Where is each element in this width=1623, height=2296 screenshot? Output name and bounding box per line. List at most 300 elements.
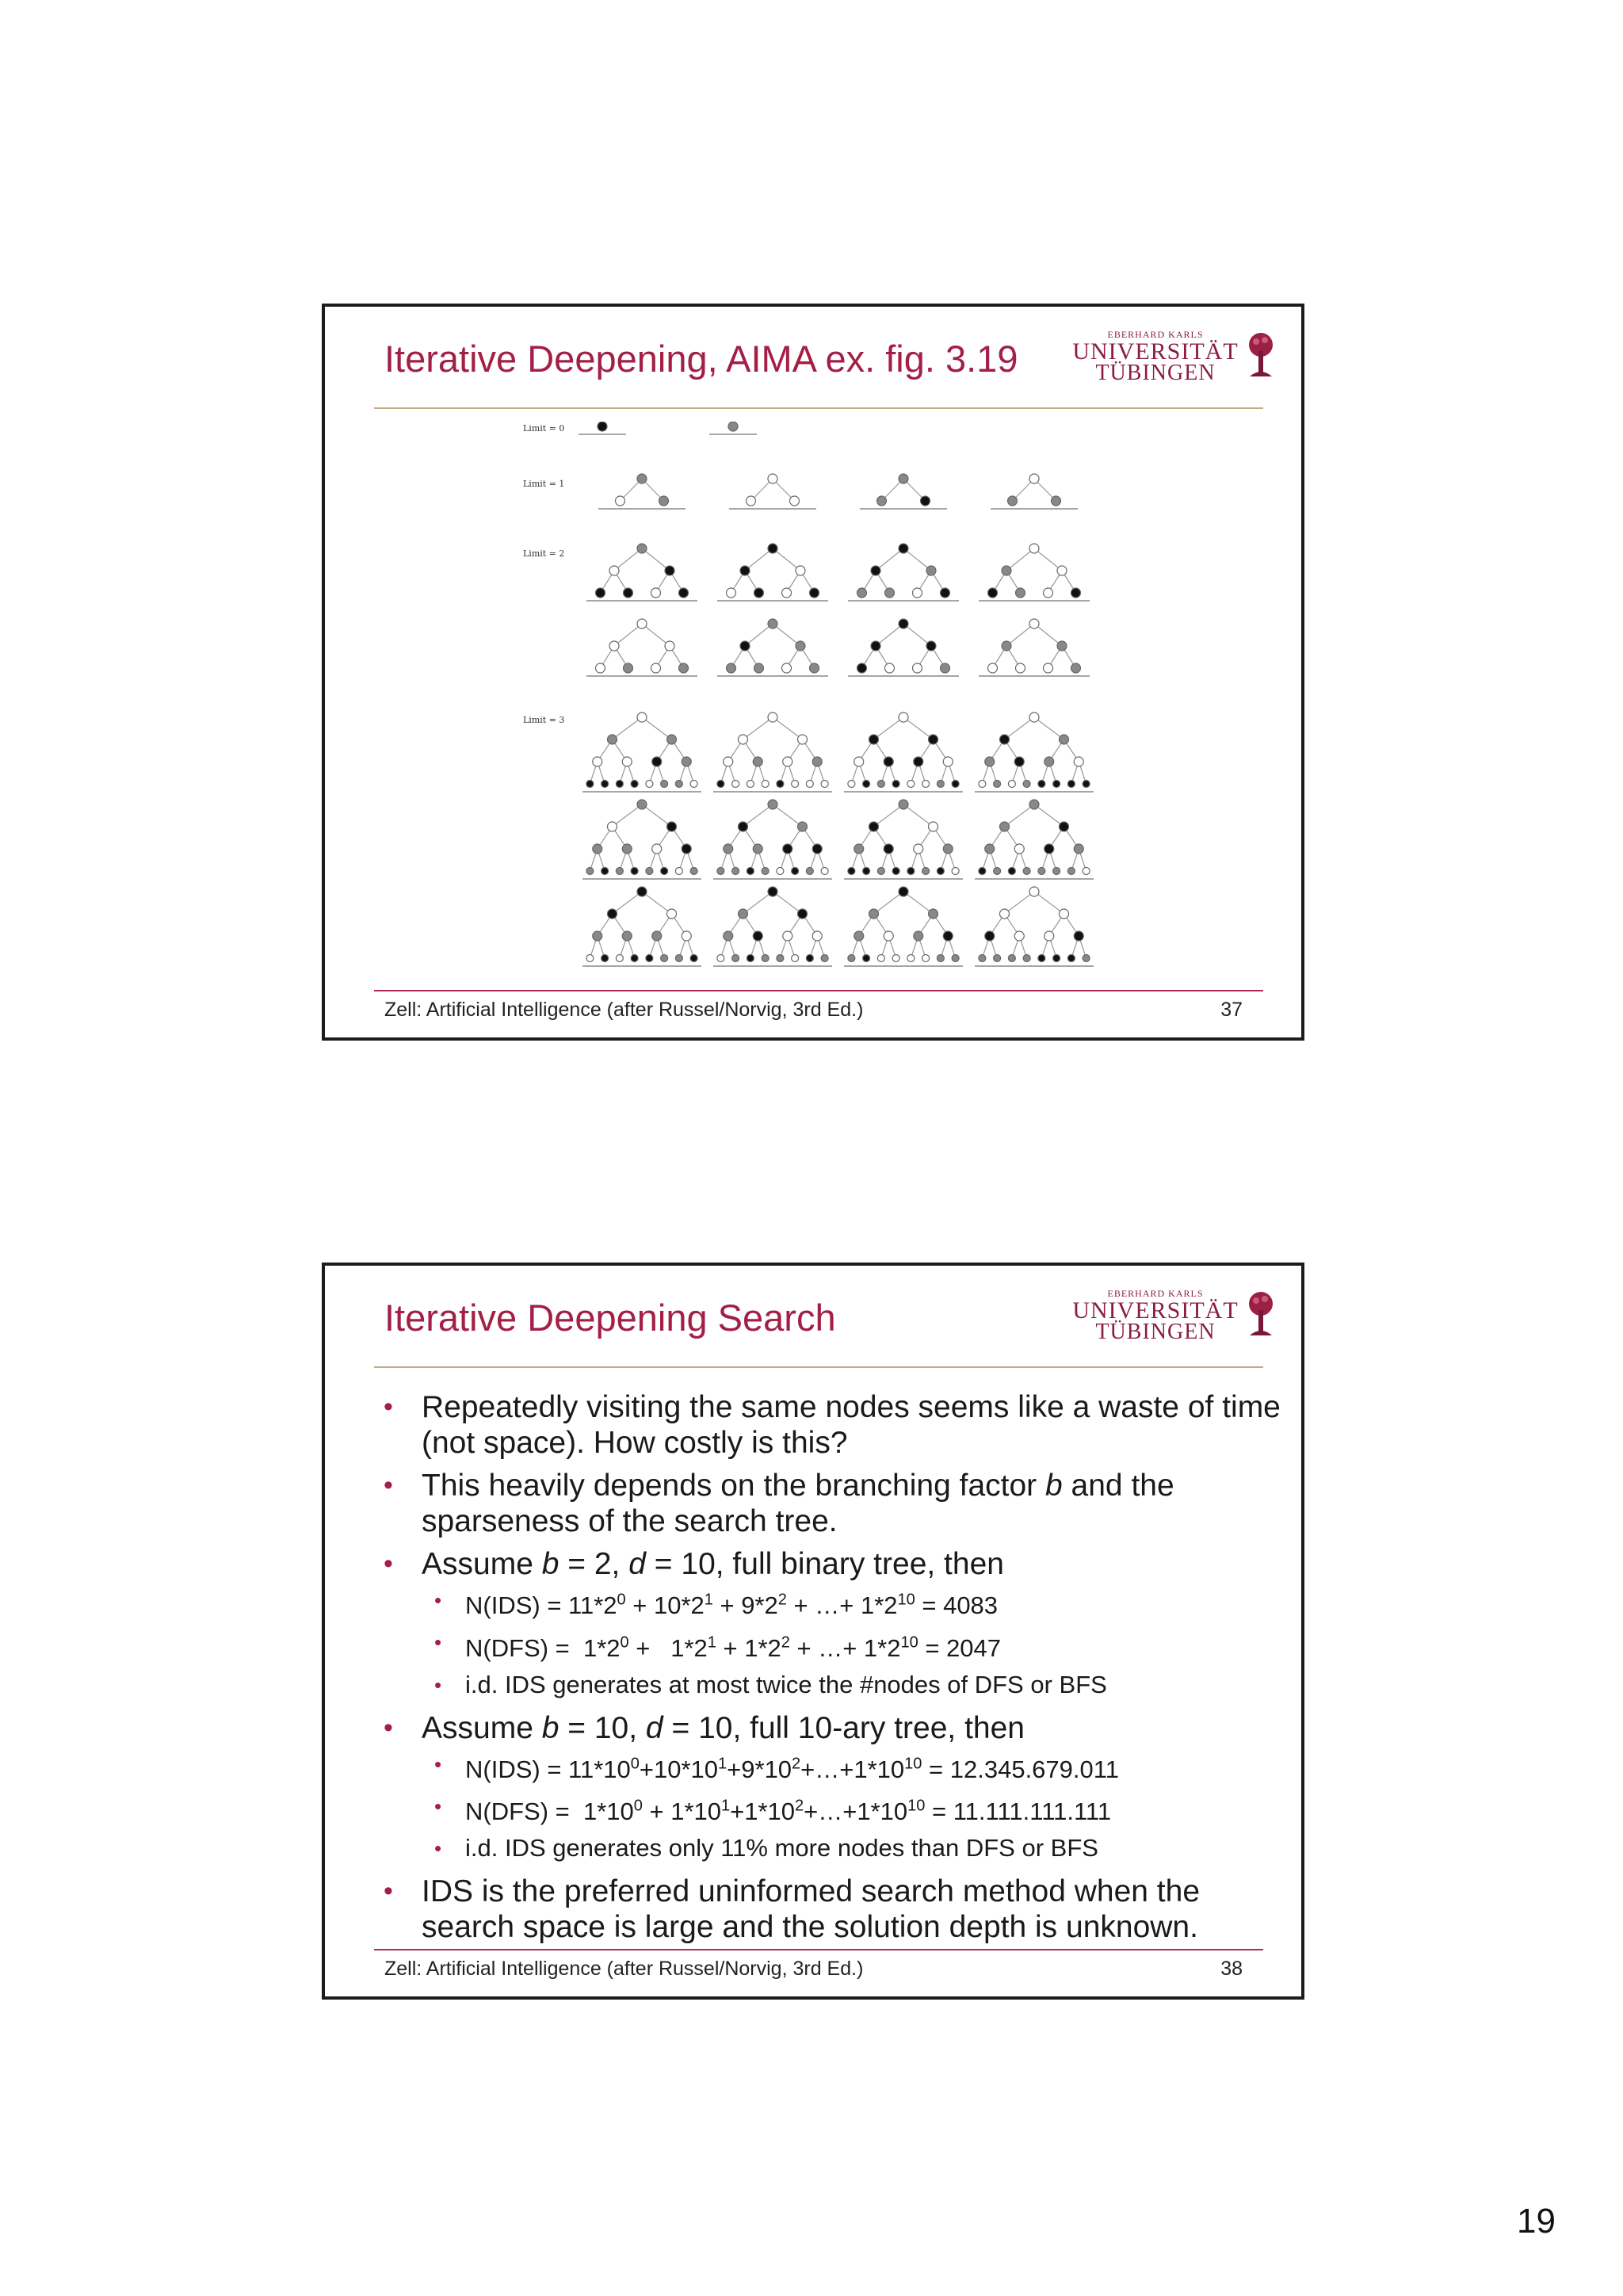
tree-node [593, 757, 602, 766]
tree-node [1083, 868, 1090, 875]
tree-node [1044, 757, 1054, 766]
tree-node [943, 757, 953, 766]
tree-node [926, 641, 936, 651]
tree-node [1083, 781, 1090, 788]
tree-node [608, 735, 617, 744]
bullet-marker: • [384, 1392, 393, 1422]
tree-edge [773, 624, 800, 646]
tree-edge [903, 548, 931, 571]
tree-node [952, 781, 959, 788]
tree-node [1029, 619, 1039, 628]
tree-node [667, 909, 677, 919]
tree-node [596, 588, 605, 598]
tree-node [608, 822, 617, 831]
bullet-item [382, 1546, 1285, 1582]
tree-node [768, 474, 777, 483]
tree-node [753, 757, 762, 766]
tree-node [907, 781, 915, 788]
tree-node [637, 619, 647, 628]
slide-footer: Zell: Artificial Intelligence (after Russel/Norvig, 3rd Ed.) [384, 1958, 864, 1980]
tree-node [601, 868, 609, 875]
tree-node [899, 800, 908, 809]
tree-node [682, 931, 691, 941]
tree-edge [903, 892, 934, 914]
tree-node [994, 868, 1001, 875]
tree-node [994, 955, 1001, 962]
tree-edge [1006, 548, 1034, 571]
tree-node [652, 757, 662, 766]
tree-edge [743, 804, 773, 827]
tree-node [854, 931, 864, 941]
tree-node [1060, 909, 1069, 919]
tree-node [790, 496, 800, 506]
tree-node [922, 868, 930, 875]
tree-node [667, 735, 677, 744]
tree-edge [1034, 804, 1064, 827]
tree-node [646, 781, 653, 788]
tree-node [724, 844, 733, 854]
tree-node [1023, 781, 1030, 788]
tree-node [747, 955, 754, 962]
tree-node [727, 588, 736, 598]
bullet-marker: • [384, 1549, 393, 1579]
tree-node [682, 757, 691, 766]
footer-rule [374, 990, 1263, 991]
tree-node [740, 566, 750, 575]
tree-edge [773, 892, 803, 914]
tree-edge [642, 548, 670, 571]
tree-node [768, 800, 777, 809]
tree-node [952, 955, 959, 962]
tree-node [884, 844, 893, 854]
tree-node [985, 757, 995, 766]
tree-node [914, 931, 923, 941]
tree-node [1044, 663, 1053, 673]
tree-edge [743, 717, 773, 739]
slide-37 [322, 304, 1304, 1041]
tree-node [665, 566, 674, 575]
tree-node [892, 781, 899, 788]
tree-node [616, 496, 625, 506]
sub-bullet-item [382, 1582, 1285, 1624]
tree-node [941, 588, 950, 598]
tree-edge [874, 892, 904, 914]
tree-node [1057, 641, 1067, 651]
bullet-marker: • [434, 1630, 442, 1655]
tree-node [1083, 955, 1090, 962]
tree-node [885, 588, 895, 598]
tree-node [661, 955, 668, 962]
bullet-item [382, 1389, 1285, 1461]
tree-node [1074, 931, 1083, 941]
sheet-page-number: 19 [1517, 2202, 1556, 2241]
tree-node [596, 663, 605, 673]
tree-edge [903, 717, 934, 739]
tree-edge [614, 548, 642, 571]
tree-node [593, 931, 602, 941]
slide-title: Iterative Deepening Search [384, 1297, 836, 1339]
tree-node [1071, 588, 1081, 598]
slide-footer: Zell: Artificial Intelligence (after Russel/Norvig, 3rd Ed.) [384, 999, 864, 1021]
tree-node [1014, 931, 1024, 941]
tree-node [899, 712, 908, 722]
tree-node [609, 566, 619, 575]
tree-node [783, 844, 792, 854]
tree-node [739, 735, 748, 744]
limit-label: Limit = 0 [523, 423, 565, 434]
tree-node [798, 909, 808, 919]
tree-node [586, 868, 594, 875]
tree-node [806, 868, 813, 875]
tree-node [675, 781, 682, 788]
tree-node [907, 868, 915, 875]
tree-node [1016, 663, 1025, 673]
bullet-marker: • [434, 1672, 442, 1697]
tree-node [937, 955, 944, 962]
tree-node [740, 641, 750, 651]
tree-node [609, 641, 619, 651]
tree-node [682, 844, 691, 854]
tree-edge [642, 624, 670, 646]
tree-node [854, 757, 864, 766]
slide-page-number: 38 [1220, 1958, 1243, 1980]
tree-node [753, 931, 762, 941]
tree-node [812, 757, 822, 766]
tree-node [1053, 781, 1060, 788]
tree-node [586, 955, 594, 962]
tree-node [914, 844, 923, 854]
tree-node [679, 663, 689, 673]
tree-node [806, 955, 813, 962]
tree-node [994, 781, 1001, 788]
tree-node [941, 663, 950, 673]
tree-node [848, 781, 855, 788]
tree-node [899, 887, 908, 896]
tree-edge [1034, 717, 1064, 739]
tree-node [593, 844, 602, 854]
tree-node [637, 887, 647, 896]
tree-node [732, 781, 739, 788]
tree-node [877, 496, 887, 506]
tree-edge [745, 548, 773, 571]
tree-node [1074, 844, 1083, 854]
tree-node [1067, 868, 1075, 875]
tree-node [1053, 868, 1060, 875]
tree-edge [903, 624, 931, 646]
tree-node [929, 909, 938, 919]
tree-node [979, 781, 986, 788]
tree-node [885, 663, 895, 673]
tree-node [877, 781, 884, 788]
tree-node [899, 619, 908, 628]
bullet-text: Repeatedly visiting the same nodes seems like a waste of time (not space). How costly is this? [422, 1390, 1281, 1460]
tree-node [717, 781, 724, 788]
tree-node [812, 931, 822, 941]
bullet-text: This heavily depends on the branching factor b and the sparseness of the search tree. [422, 1469, 1174, 1538]
tree-node [863, 781, 870, 788]
tree-edge [1005, 804, 1035, 827]
bullet-item [382, 1874, 1285, 1945]
tree-node [616, 781, 623, 788]
tree-node [652, 931, 662, 941]
tree-node [652, 844, 662, 854]
tree-node [1029, 544, 1039, 553]
tree-node [783, 757, 792, 766]
tree-node [1038, 868, 1045, 875]
tree-edge [1005, 717, 1035, 739]
bullet-item [382, 1710, 1285, 1746]
bullet-marker: • [434, 1588, 442, 1612]
tree-node [637, 712, 647, 722]
tree-node [783, 931, 792, 941]
tree-node [863, 955, 870, 962]
tree-edge [773, 717, 803, 739]
tree-node [1000, 735, 1010, 744]
tree-node [1029, 887, 1039, 896]
bullet-text: i.d. IDS generates only 11% more nodes than DFS or BFS [465, 1834, 1098, 1862]
sub-bullet-item [382, 1788, 1285, 1830]
tree-edge [745, 624, 773, 646]
tree-node [690, 781, 697, 788]
bullet-marker: • [384, 1712, 393, 1743]
tree-node [651, 663, 661, 673]
university-logo: EBERHARD KARLS UNIVERSITÄT TÜBINGEN [1070, 329, 1276, 388]
footer-rule [374, 1949, 1263, 1950]
tree-node [922, 781, 930, 788]
tree-node [762, 781, 769, 788]
tree-node [1038, 781, 1045, 788]
tree-node [768, 619, 777, 628]
tree-node [608, 909, 617, 919]
bullet-marker: • [434, 1794, 442, 1818]
tree-node [1029, 474, 1039, 483]
tree-node [782, 663, 792, 673]
tree-node [739, 822, 748, 831]
tree-node [848, 955, 855, 962]
tree-node [1023, 868, 1030, 875]
tree-node [899, 474, 908, 483]
tree-node [646, 868, 653, 875]
tree-node [1052, 496, 1061, 506]
tree-node [601, 781, 609, 788]
sub-bullet-item [382, 1667, 1285, 1703]
tree-node [675, 868, 682, 875]
tree-node [586, 781, 594, 788]
tree-node [637, 474, 647, 483]
tree-node [1060, 735, 1069, 744]
tree-edge [1006, 624, 1034, 646]
tree-edge [613, 804, 643, 827]
ids-tree-figure [523, 422, 1125, 976]
tree-node [821, 868, 828, 875]
bullet-text: $N(IDS) = 11*2^0 + 10*2^1 + 9*2^2$ + …+ $1*2^{10} = 4083$ [465, 1591, 999, 1620]
tree-node [732, 868, 739, 875]
tree-edge [1005, 892, 1035, 914]
tree-node [768, 544, 777, 553]
slide-38 [322, 1263, 1304, 2000]
bullet-text: $N(DFS) = 1*10^0$ + $1*10^1+1*10^2+\dots+1*10^{10} = 11.111.111.111$ [465, 1797, 1112, 1826]
tree-node [1008, 496, 1018, 506]
limit-label: Limit = 3 [523, 715, 565, 725]
tree-node [877, 955, 884, 962]
tree-node [922, 955, 930, 962]
slide-page-number: 37 [1220, 999, 1243, 1021]
tree-node [728, 422, 738, 431]
bullet-list [382, 1382, 1285, 1945]
limit-label: Limit = 2 [523, 548, 565, 559]
tree-node [747, 868, 754, 875]
tree-node [727, 663, 736, 673]
tree-node [1008, 955, 1015, 962]
tree-node [637, 544, 647, 553]
tree-edge [773, 548, 800, 571]
tree-node [690, 868, 697, 875]
tree-node [798, 822, 808, 831]
tree-node [907, 955, 915, 962]
tree-node [871, 566, 880, 575]
tree-node [768, 712, 777, 722]
tree-node [631, 868, 638, 875]
tree-node [1071, 663, 1081, 673]
tree-node [1002, 566, 1011, 575]
tree-node [979, 868, 986, 875]
tree-edge [642, 892, 672, 914]
tree-node [1067, 955, 1075, 962]
tree-seal-icon [1246, 330, 1276, 380]
tree-node [913, 588, 922, 598]
tree-node [675, 955, 682, 962]
tree-node [747, 496, 756, 506]
tree-node [1038, 955, 1045, 962]
bullet-marker: • [434, 1836, 442, 1861]
tree-node [929, 822, 938, 831]
tree-node [810, 588, 819, 598]
tree-node [1000, 909, 1010, 919]
tree-node [796, 641, 805, 651]
bullet-text: i.d. IDS generates at most twice the #nodes of DFS or BFS [465, 1670, 1107, 1698]
tree-node [863, 868, 870, 875]
tree-node [869, 735, 879, 744]
tree-edge [773, 804, 803, 827]
tree-edge [1034, 548, 1062, 571]
tree-node [884, 757, 893, 766]
tree-node [724, 757, 733, 766]
tree-node [1074, 757, 1083, 766]
tree-node [985, 844, 995, 854]
tree-edge [874, 804, 904, 827]
tree-node [622, 844, 632, 854]
tree-node [1016, 588, 1025, 598]
tree-edge [876, 548, 903, 571]
tree-node [777, 955, 784, 962]
tree-node [661, 868, 668, 875]
tree-node [616, 868, 623, 875]
tree-node [857, 588, 867, 598]
tree-node [646, 955, 653, 962]
tree-node [624, 588, 633, 598]
tree-node [616, 955, 623, 962]
tree-node [768, 887, 777, 896]
tree-node [952, 868, 959, 875]
tree-node [777, 868, 784, 875]
tree-node [921, 496, 930, 506]
tree-node [777, 781, 784, 788]
tree-node [792, 781, 799, 788]
bullet-text: IDS is the preferred uninformed search method when the search space is large and the solution depth is unknown. [422, 1874, 1201, 1945]
tree-edge [642, 717, 672, 739]
tree-node [869, 822, 879, 831]
tree-node [899, 544, 908, 553]
tree-node [679, 588, 689, 598]
tree-node [665, 641, 674, 651]
tree-node [1053, 955, 1060, 962]
tree-node [985, 931, 995, 941]
tree-node [1023, 955, 1030, 962]
tree-node [943, 844, 953, 854]
tree-node [1029, 712, 1039, 722]
tree-node [717, 868, 724, 875]
tree-node [871, 641, 880, 651]
tree-node [877, 868, 884, 875]
tree-node [988, 588, 998, 598]
sub-bullet-item [382, 1624, 1285, 1666]
tree-node [622, 931, 632, 941]
tree-node [661, 781, 668, 788]
bullet-text: Assume b = 10, d = 10, full 10-ary tree, then [422, 1710, 1025, 1745]
tree-node [892, 868, 899, 875]
tree-node [1014, 844, 1024, 854]
tree-node [884, 931, 893, 941]
tree-node [1044, 844, 1054, 854]
tree-node [631, 955, 638, 962]
title-rule [374, 1366, 1263, 1368]
tree-edge [614, 624, 642, 646]
tree-node [1000, 822, 1010, 831]
tree-edge [903, 804, 934, 827]
bullet-text: Assume b = 2, d = 10, full binary tree, then [422, 1547, 1004, 1581]
tree-node [667, 822, 677, 831]
tree-node [754, 588, 764, 598]
tree-node [724, 931, 733, 941]
tree-node [913, 663, 922, 673]
tree-node [937, 868, 944, 875]
tree-node [979, 955, 986, 962]
sub-bullet-item [382, 1830, 1285, 1866]
tree-node [754, 663, 764, 673]
tree-node [857, 663, 867, 673]
tree-node [601, 955, 609, 962]
tree-node [821, 955, 828, 962]
tree-node [988, 663, 998, 673]
tree-node [651, 588, 661, 598]
tree-node [792, 868, 799, 875]
tree-node [821, 781, 828, 788]
tree-node [1067, 781, 1075, 788]
tree-node [1060, 822, 1069, 831]
tree-node [732, 955, 739, 962]
slide-title: Iterative Deepening, AIMA ex. fig. 3.19 [384, 338, 1018, 380]
bullet-marker: • [384, 1470, 393, 1500]
tree-node [637, 800, 647, 809]
tree-node [739, 909, 748, 919]
tree-node [598, 422, 607, 431]
tree-node [810, 663, 819, 673]
tree-node [1044, 588, 1053, 598]
tree-node [796, 566, 805, 575]
bullet-text: $N(IDS) = 11*10^0+10*10^1+9*10^2+\dots+1*10^{10} = 12.345.679.011$ [465, 1755, 1119, 1783]
university-logo: EBERHARD KARLS UNIVERSITÄT TÜBINGEN [1070, 1288, 1276, 1347]
tree-node [753, 844, 762, 854]
